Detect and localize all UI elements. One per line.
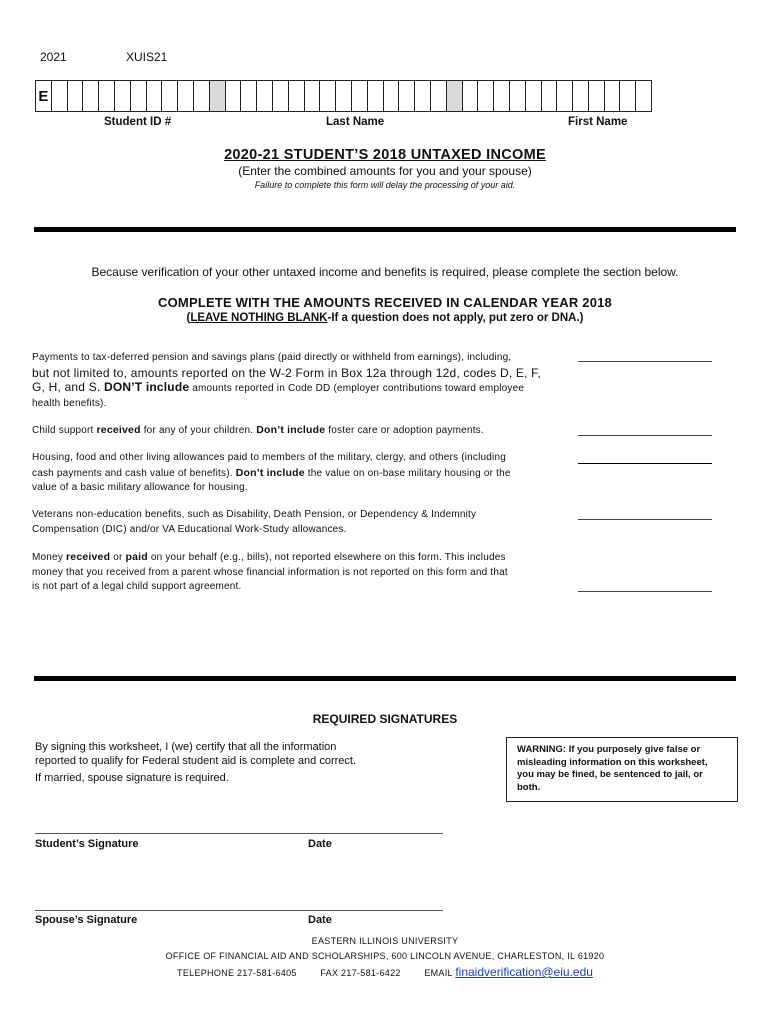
child-support-item [32,423,557,439]
processing-note: Failure to complete this form will delay the processing of your aid. [254,180,516,190]
last-name-box[interactable] [383,80,400,112]
last-name-label: Last Name [326,116,385,128]
first-name-box[interactable] [509,80,526,112]
first-name-box[interactable] [588,80,605,112]
money-paid: paid [125,551,148,563]
housing-dont-include: Don’t include [235,466,305,479]
required-signatures-title: REQUIRED SIGNATURES [312,712,458,726]
last-name-box[interactable] [272,80,289,112]
student-signature-label: Student’s Signature [35,838,139,850]
pension-amount-field[interactable] [578,361,712,362]
spouse-date-label: Date [308,914,332,926]
pension-line3a: G, H, and S. [32,380,104,394]
housing-line2b: the value on on-base military housing or the [304,467,511,479]
intro-text: Because verification of your other untaxed income and benefits is required, please complete the section below. [91,265,679,279]
money-line2: money that you received from a parent whose financial information is not reported on this form and that [32,566,508,578]
separator-cell [446,80,463,112]
pension-line4: health benefits). [32,397,107,409]
student-id-label: Student ID # [104,116,172,128]
section-subtitle-rest: -If a question does not apply, put zero or DNA.) [327,312,584,324]
first-name-box[interactable] [493,80,510,112]
last-name-box[interactable] [335,80,352,112]
paren-open: ( [186,312,191,324]
spouse-signature-line[interactable] [35,910,443,911]
last-name-box[interactable] [256,80,273,112]
first-name-box[interactable] [635,80,652,112]
veterans-item [32,508,557,537]
page-subtitle: (Enter the combined amounts for you and your spouse) [238,164,532,178]
student-signature-line[interactable] [35,833,443,834]
student-id-name-grid [35,80,651,112]
housing-item [32,451,557,496]
money-a: Money [32,552,66,563]
footer-email-label: EMAIL [424,968,453,978]
housing-line1: Housing, food and other living allowances paid to members of the military, clergy, and others (including [32,452,506,463]
footer-email-link[interactable]: finaidverification@eiu.edu [455,965,593,979]
last-name-box[interactable] [351,80,368,112]
child-support-dont-include: Don’t include [256,424,326,436]
last-name-box[interactable] [367,80,384,112]
leave-nothing-blank: LEAVE NOTHING BLANK [190,312,328,324]
id-box[interactable] [51,80,68,112]
last-name-box[interactable] [288,80,305,112]
id-box[interactable] [114,80,131,112]
id-prefix-cell: E [35,80,52,112]
child-support-a: Child support [32,425,97,436]
cert-line2: reported to qualify for Federal student aid is complete and correct. [35,755,357,767]
last-name-box[interactable] [225,80,242,112]
last-name-box[interactable] [304,80,321,112]
money-item [32,550,557,595]
section-subtitle [0,312,770,324]
money-b: or [110,552,126,563]
child-support-c: foster care or adoption payments. [325,425,484,436]
id-box[interactable] [161,80,178,112]
first-name-box[interactable] [477,80,494,112]
form-code: XUIS21 [126,50,168,64]
child-support-amount-field[interactable] [578,435,712,436]
divider-rule-2 [34,676,736,681]
pension-dont-include: DON’T include [103,380,190,394]
page-title: 2020-21 STUDENT’S 2018 UNTAXED INCOME [224,147,546,163]
id-box[interactable] [82,80,99,112]
footer-contact [0,965,770,979]
last-name-box[interactable] [240,80,257,112]
housing-line3: value of a basic military allowance for housing. [32,482,248,493]
last-name-box[interactable] [398,80,415,112]
last-name-box[interactable] [430,80,447,112]
footer-telephone: TELEPHONE 217-581-6405 [177,968,297,978]
id-box[interactable] [177,80,194,112]
money-amount-field[interactable] [578,591,712,592]
footer-office: OFFICE OF FINANCIAL AID AND SCHOLARSHIPS, 600 LINCOLN AVENUE, CHARLESTON, IL 61920 [165,951,605,961]
money-line3: is not part of a legal child support agreement. [32,581,242,592]
first-name-box[interactable] [462,80,479,112]
first-name-box[interactable] [541,80,558,112]
footer-fax: FAX 217-581-6422 [320,968,401,978]
certification-text [35,740,435,768]
student-date-label: Date [308,838,332,850]
veterans-line1: Veterans non-education benefits, such as Disability, Death Pension, or Dependency & Indemnity [32,509,477,520]
veterans-amount-field[interactable] [578,519,712,520]
housing-line2a: cash payments and cash value of benefits). [32,467,236,479]
pension-item [32,351,557,411]
id-box[interactable] [146,80,163,112]
child-support-b: for any of your children. [140,425,257,436]
separator-cell [209,80,226,112]
id-box[interactable] [67,80,84,112]
first-name-box[interactable] [525,80,542,112]
married-note: If married, spouse signature is required. [35,772,229,784]
veterans-line2: Compensation (DIC) and/or VA Educational Work-Study allowances. [32,523,347,535]
housing-amount-field[interactable] [578,463,712,464]
pension-line2: but not limited to, amounts reported on the W-2 Form in Box 12a through 12d, codes D, E, F, [32,365,541,380]
last-name-box[interactable] [414,80,431,112]
id-box[interactable] [193,80,210,112]
divider-rule [34,227,736,232]
cert-line1: By signing this worksheet, I (we) certify that all the information [35,741,337,753]
id-box[interactable] [98,80,115,112]
first-name-box[interactable] [572,80,589,112]
first-name-box[interactable] [604,80,621,112]
form-year: 2021 [40,50,67,64]
section-title: COMPLETE WITH THE AMOUNTS RECEIVED IN CALENDAR YEAR 2018 [158,295,612,310]
pension-line1: Payments to tax-deferred pension and savings plans (paid directly or withheld from earnings), including, [32,352,512,363]
first-name-box[interactable] [556,80,573,112]
child-support-received: received [96,424,141,436]
last-name-box[interactable] [319,80,336,112]
money-c: on your behalf (e.g., bills), not reported elsewhere on this form. This includes [147,552,506,563]
money-received: received [66,551,111,563]
first-name-box[interactable] [619,80,636,112]
spouse-signature-label: Spouse’s Signature [35,914,138,926]
id-box[interactable] [130,80,147,112]
first-name-label: First Name [568,116,628,128]
warning-box: WARNING: If you purposely give false or misleading information on this worksheet, you may be fined, be sentenced to jail, or both. [506,737,738,802]
pension-line3b: amounts reported in Code DD (employer contributions toward employee [189,383,525,394]
footer-university: EASTERN ILLINOIS UNIVERSITY [311,936,459,946]
